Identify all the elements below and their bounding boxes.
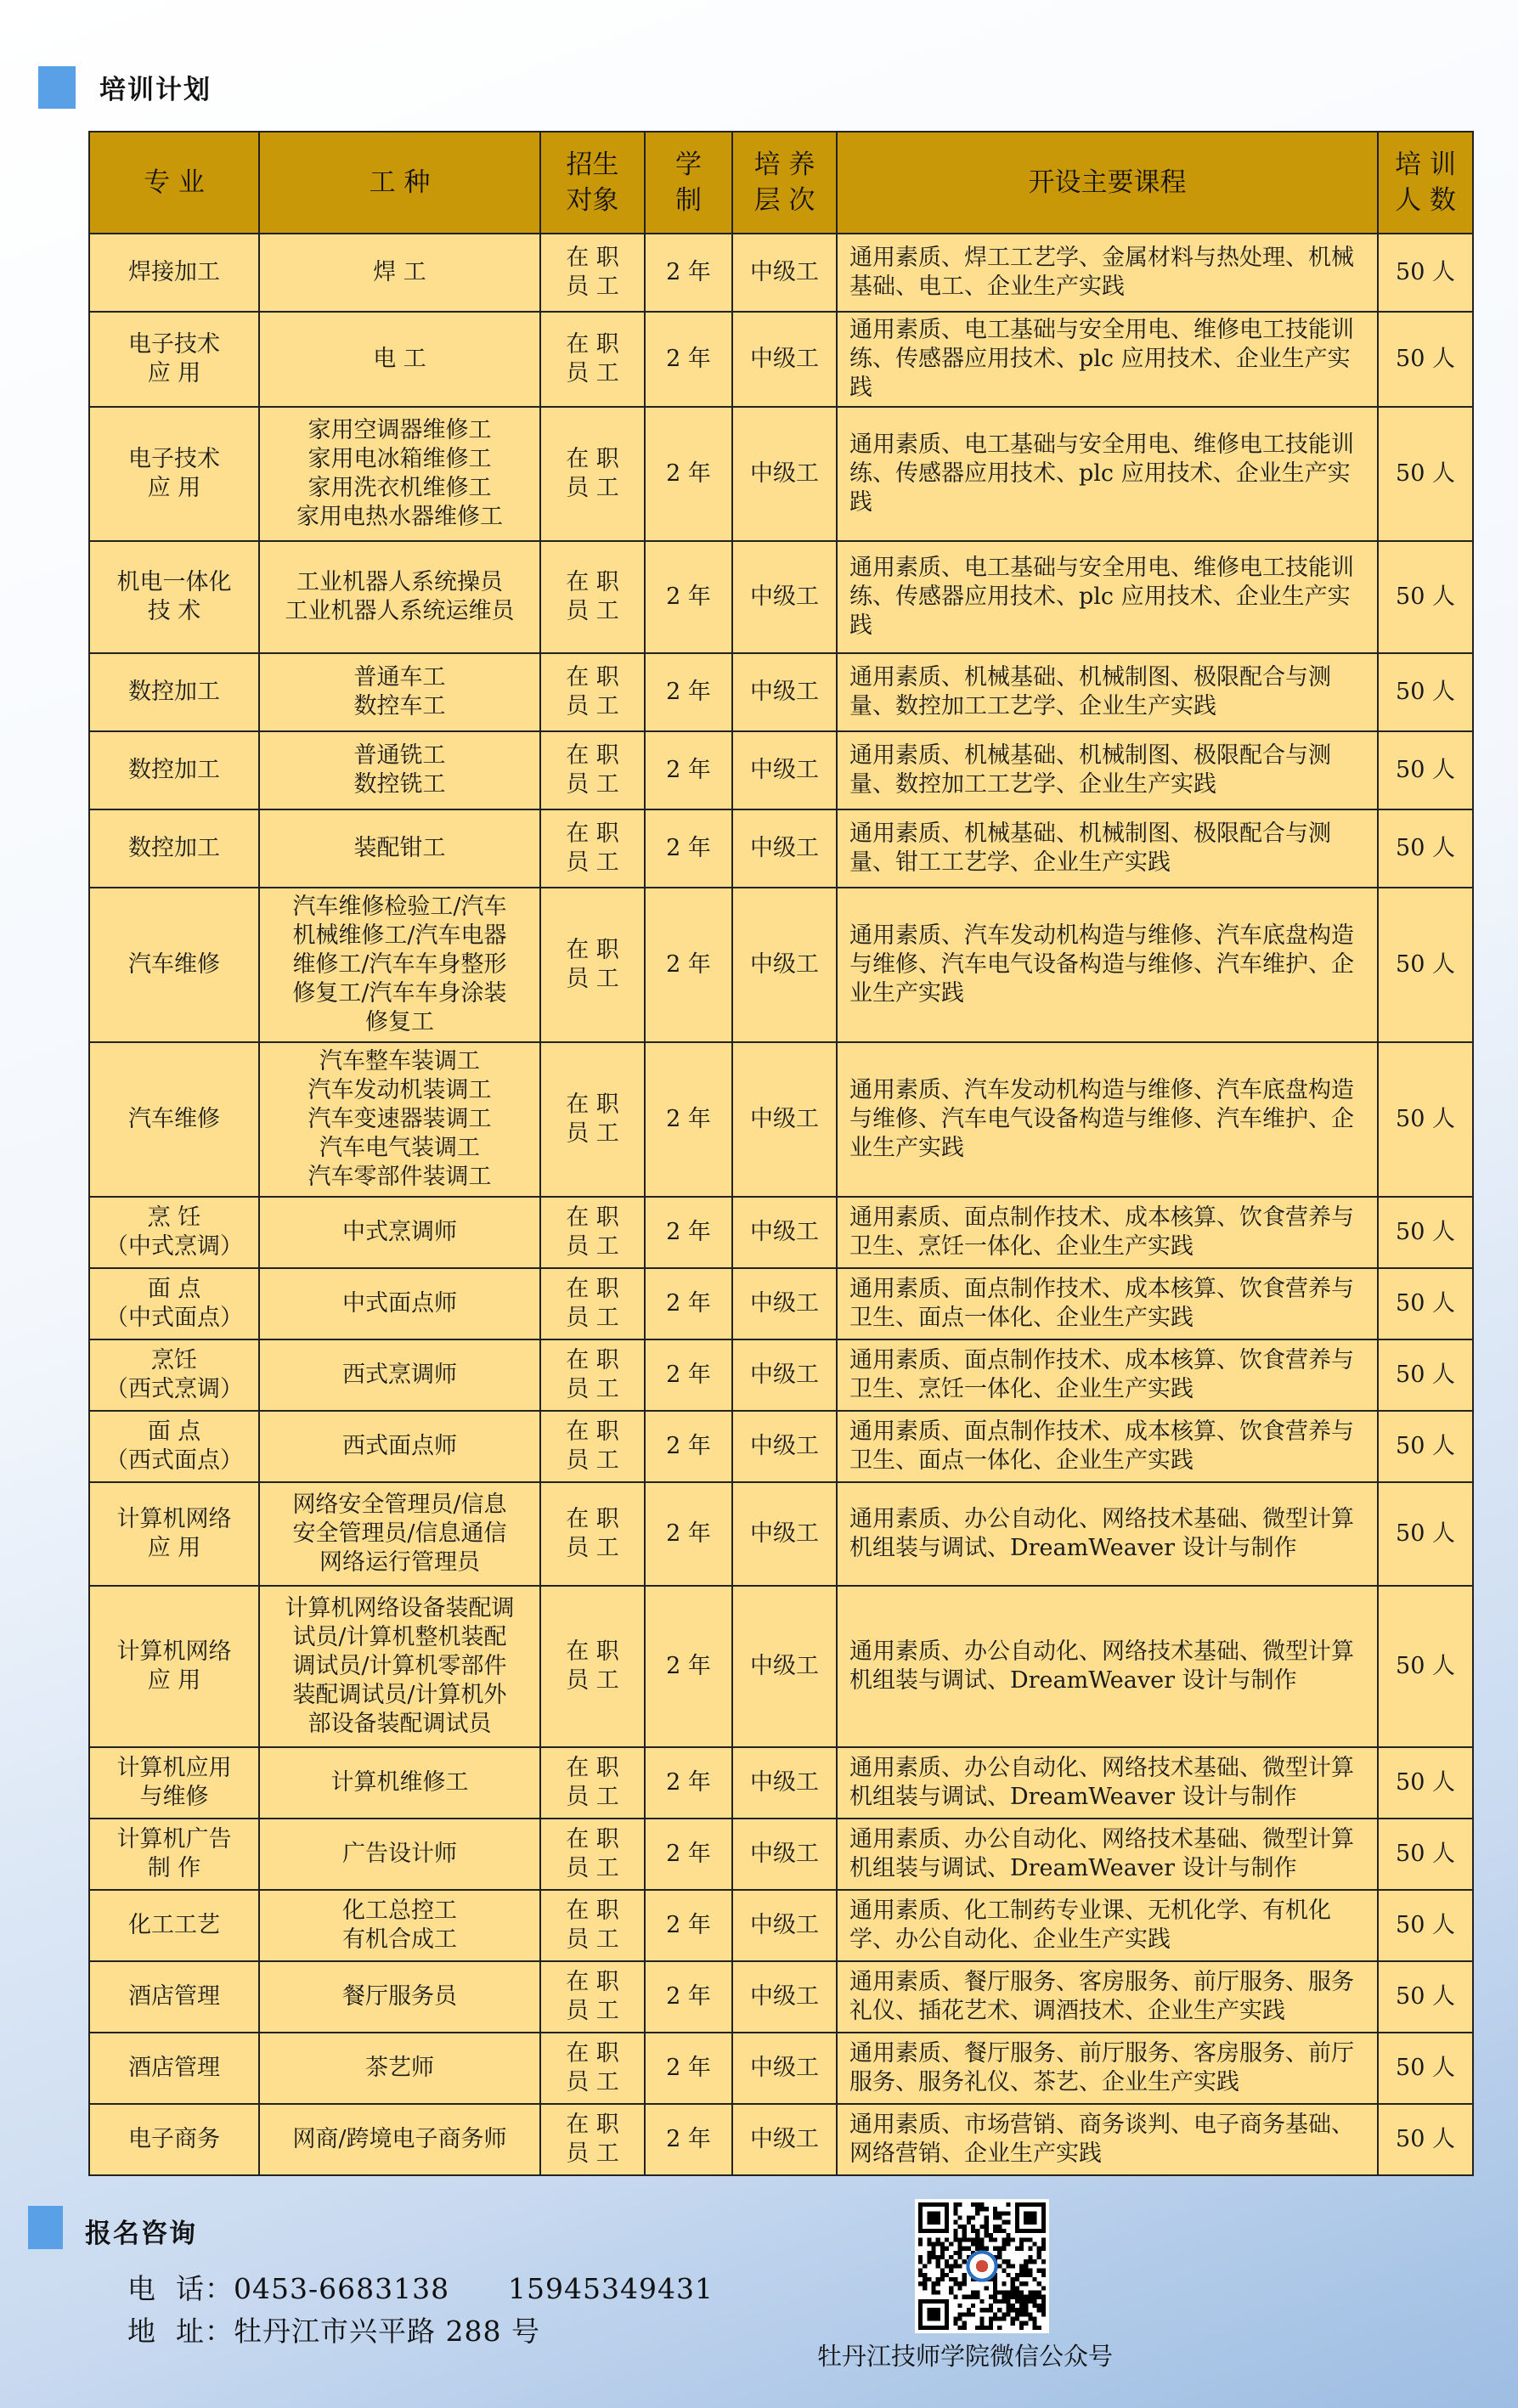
cell-count: 50 人 (1378, 1268, 1473, 1339)
cell-courses: 通用素质、面点制作技术、成本核算、饮食营养与卫生、烹饪一体化、企业生产实践 (837, 1197, 1378, 1268)
cell-level: 中级工 (732, 234, 837, 312)
cell-courses: 通用素质、市场营销、商务谈判、电子商务基础、网络营销、企业生产实践 (837, 2104, 1378, 2175)
cell-trade: 普通铣工 数控铣工 (259, 731, 540, 809)
cell-target: 在 职 员 工 (540, 234, 645, 312)
cell-count: 50 人 (1378, 1747, 1473, 1819)
cell-trade: 化工总控工 有机合成工 (259, 1890, 540, 1961)
cell-years: 2 年 (645, 1268, 732, 1339)
table-row (89, 1819, 1473, 1890)
cell-level: 中级工 (732, 1819, 837, 1890)
cell-courses: 通用素质、机械基础、机械制图、极限配合与测量、数控加工工艺学、企业生产实践 (837, 731, 1378, 809)
cell-count: 50 人 (1378, 234, 1473, 312)
cell-courses: 通用素质、电工基础与安全用电、维修电工技能训练、传感器应用技术、plc 应用技术、企业生产实践 (837, 541, 1378, 653)
cell-target: 在 职 员 工 (540, 1411, 645, 1482)
cell-years: 2 年 (645, 1339, 732, 1411)
training-plan-table (88, 131, 1474, 2176)
cell-trade: 汽车维修检验工/汽车 机械维修工/汽车电器 维修工/汽车车身整形 修复工/汽车车身涂装 修复工 (259, 888, 540, 1042)
table-row (89, 1890, 1473, 1961)
cell-level: 中级工 (732, 407, 837, 541)
table-row (89, 653, 1473, 731)
cell-courses: 通用素质、电工基础与安全用电、维修电工技能训练、传感器应用技术、plc 应用技术、企业生产实践 (837, 312, 1378, 407)
qr-code-icon (915, 2199, 1049, 2333)
cell-count: 50 人 (1378, 1197, 1473, 1268)
cell-trade: 电 工 (259, 312, 540, 407)
cell-courses: 通用素质、餐厅服务、客房服务、前厅服务、服务礼仪、插花艺术、调酒技术、企业生产实践 (837, 1961, 1378, 2033)
cell-trade: 家用空调器维修工 家用电冰箱维修工 家用洗衣机维修工 家用电热水器维修工 (259, 407, 540, 541)
cell-courses: 通用素质、汽车发动机构造与维修、汽车底盘构造与维修、汽车电气设备构造与维修、汽车维护、企业生产实践 (837, 888, 1378, 1042)
contact-address: 地 址：牡丹江市兴平路 288 号 (127, 2315, 540, 2348)
cell-count: 50 人 (1378, 1890, 1473, 1961)
cell-years: 2 年 (645, 541, 732, 653)
cell-trade: 茶艺师 (259, 2033, 540, 2104)
cell-count: 50 人 (1378, 1482, 1473, 1586)
cell-count: 50 人 (1378, 1586, 1473, 1747)
cell-count: 50 人 (1378, 731, 1473, 809)
cell-courses: 通用素质、办公自动化、网络技术基础、微型计算机组装与调试、DreamWeaver 设计与制作 (837, 1586, 1378, 1747)
cell-target: 在 职 员 工 (540, 809, 645, 888)
cell-level: 中级工 (732, 1411, 837, 1482)
cell-trade: 焊 工 (259, 234, 540, 312)
cell-trade: 网商/跨境电子商务师 (259, 2104, 540, 2175)
cell-years: 2 年 (645, 2033, 732, 2104)
cell-trade: 中式烹调师 (259, 1197, 540, 1268)
cell-courses: 通用素质、面点制作技术、成本核算、饮食营养与卫生、烹饪一体化、企业生产实践 (837, 1339, 1378, 1411)
cell-level: 中级工 (732, 2033, 837, 2104)
table-row (89, 1961, 1473, 2033)
header-courses: 开设主要课程 (837, 132, 1378, 234)
cell-trade: 西式面点师 (259, 1411, 540, 1482)
header-years: 学 制 (645, 132, 732, 234)
cell-major: 焊接加工 (89, 234, 259, 312)
cell-target: 在 职 员 工 (540, 2033, 645, 2104)
cell-level: 中级工 (732, 1890, 837, 1961)
cell-years: 2 年 (645, 407, 732, 541)
cell-level: 中级工 (732, 731, 837, 809)
table-row (89, 1339, 1473, 1411)
cell-courses: 通用素质、机械基础、机械制图、极限配合与测量、数控加工工艺学、企业生产实践 (837, 653, 1378, 731)
cell-years: 2 年 (645, 1890, 732, 1961)
header-count: 培 训 人 数 (1378, 132, 1473, 234)
cell-major: 计算机应用 与维修 (89, 1747, 259, 1819)
cell-major: 电子技术 应 用 (89, 312, 259, 407)
cell-years: 2 年 (645, 1819, 732, 1890)
cell-count: 50 人 (1378, 1819, 1473, 1890)
cell-target: 在 职 员 工 (540, 407, 645, 541)
cell-target: 在 职 员 工 (540, 1586, 645, 1747)
cell-major: 机电一体化 技 术 (89, 541, 259, 653)
cell-major: 酒店管理 (89, 1961, 259, 2033)
cell-trade: 西式烹调师 (259, 1339, 540, 1411)
cell-count: 50 人 (1378, 407, 1473, 541)
cell-trade: 中式面点师 (259, 1268, 540, 1339)
cell-major: 计算机网络 应 用 (89, 1482, 259, 1586)
cell-major: 汽车维修 (89, 888, 259, 1042)
table-row (89, 1268, 1473, 1339)
cell-years: 2 年 (645, 312, 732, 407)
header-trade: 工 种 (259, 132, 540, 234)
cell-count: 50 人 (1378, 1339, 1473, 1411)
cell-target: 在 职 员 工 (540, 2104, 645, 2175)
table-row (89, 731, 1473, 809)
cell-target: 在 职 员 工 (540, 888, 645, 1042)
cell-years: 2 年 (645, 731, 732, 809)
cell-level: 中级工 (732, 2104, 837, 2175)
cell-target: 在 职 员 工 (540, 1961, 645, 2033)
table-row (89, 809, 1473, 888)
cell-trade: 工业机器人系统操员 工业机器人系统运维员 (259, 541, 540, 653)
table-row (89, 1482, 1473, 1586)
cell-target: 在 职 员 工 (540, 653, 645, 731)
cell-count: 50 人 (1378, 888, 1473, 1042)
cell-level: 中级工 (732, 809, 837, 888)
table-row (89, 312, 1473, 407)
cell-target: 在 职 员 工 (540, 1197, 645, 1268)
cell-target: 在 职 员 工 (540, 312, 645, 407)
header-level: 培 养 层 次 (732, 132, 837, 234)
cell-major: 计算机网络 应 用 (89, 1586, 259, 1747)
cell-years: 2 年 (645, 1042, 732, 1197)
cell-major: 面 点 （中式面点） (89, 1268, 259, 1339)
cell-count: 50 人 (1378, 312, 1473, 407)
cell-years: 2 年 (645, 1961, 732, 2033)
cell-courses: 通用素质、办公自动化、网络技术基础、微型计算机组装与调试、DreamWeaver 设计与制作 (837, 1819, 1378, 1890)
cell-target: 在 职 员 工 (540, 541, 645, 653)
cell-trade: 网络安全管理员/信息 安全管理员/信息通信 网络运行管理员 (259, 1482, 540, 1586)
table-row (89, 1747, 1473, 1819)
cell-major: 数控加工 (89, 731, 259, 809)
table-row (89, 1586, 1473, 1747)
table-row (89, 407, 1473, 541)
cell-trade: 装配钳工 (259, 809, 540, 888)
cell-major: 酒店管理 (89, 2033, 259, 2104)
cell-major: 数控加工 (89, 809, 259, 888)
cell-years: 2 年 (645, 1747, 732, 1819)
cell-count: 50 人 (1378, 2104, 1473, 2175)
cell-level: 中级工 (732, 1482, 837, 1586)
cell-level: 中级工 (732, 541, 837, 653)
cell-courses: 通用素质、机械基础、机械制图、极限配合与测量、钳工工艺学、企业生产实践 (837, 809, 1378, 888)
cell-years: 2 年 (645, 1411, 732, 1482)
cell-target: 在 职 员 工 (540, 731, 645, 809)
cell-target: 在 职 员 工 (540, 1268, 645, 1339)
cell-courses: 通用素质、电工基础与安全用电、维修电工技能训练、传感器应用技术、plc 应用技术、企业生产实践 (837, 407, 1378, 541)
cell-target: 在 职 员 工 (540, 1042, 645, 1197)
cell-count: 50 人 (1378, 1042, 1473, 1197)
cell-trade: 汽车整车装调工 汽车发动机装调工 汽车变速器装调工 汽车电气装调工 汽车零部件装调工 (259, 1042, 540, 1197)
cell-courses: 通用素质、化工制药专业课、无机化学、有机化学、办公自动化、企业生产实践 (837, 1890, 1378, 1961)
table-row (89, 1411, 1473, 1482)
cell-level: 中级工 (732, 888, 837, 1042)
cell-count: 50 人 (1378, 1961, 1473, 2033)
cell-courses: 通用素质、汽车发动机构造与维修、汽车底盘构造与维修、汽车电气设备构造与维修、汽车维护、企业生产实践 (837, 1042, 1378, 1197)
table-header-row (89, 132, 1473, 234)
header-target: 招生 对象 (540, 132, 645, 234)
table-row (89, 2104, 1473, 2175)
cell-trade: 计算机网络设备装配调 试员/计算机整机装配 调试员/计算机零部件 装配调试员/计算机外 部设备装配调试员 (259, 1586, 540, 1747)
section-marker-icon (28, 2206, 63, 2249)
cell-count: 50 人 (1378, 653, 1473, 731)
cell-trade: 餐厅服务员 (259, 1961, 540, 2033)
qr-caption: 牡丹江技师学院微信公众号 (817, 2342, 1114, 2371)
cell-major: 计算机广告 制 作 (89, 1819, 259, 1890)
cell-count: 50 人 (1378, 541, 1473, 653)
cell-years: 2 年 (645, 1586, 732, 1747)
cell-courses: 通用素质、面点制作技术、成本核算、饮食营养与卫生、面点一体化、企业生产实践 (837, 1268, 1378, 1339)
cell-years: 2 年 (645, 653, 732, 731)
cell-major: 数控加工 (89, 653, 259, 731)
cell-level: 中级工 (732, 1197, 837, 1268)
cell-major: 化工工艺 (89, 1890, 259, 1961)
cell-level: 中级工 (732, 653, 837, 731)
cell-level: 中级工 (732, 1747, 837, 1819)
cell-target: 在 职 员 工 (540, 1482, 645, 1586)
cell-major: 电子商务 (89, 2104, 259, 2175)
cell-courses: 通用素质、办公自动化、网络技术基础、微型计算机组装与调试、DreamWeaver 设计与制作 (837, 1747, 1378, 1819)
header-major: 专 业 (89, 132, 259, 234)
table-row (89, 1197, 1473, 1268)
table-row (89, 2033, 1473, 2104)
cell-major: 烹 饪 （中式烹调） (89, 1197, 259, 1268)
cell-level: 中级工 (732, 1586, 837, 1747)
cell-level: 中级工 (732, 312, 837, 407)
cell-level: 中级工 (732, 1042, 837, 1197)
cell-count: 50 人 (1378, 1411, 1473, 1482)
cell-major: 电子技术 应 用 (89, 407, 259, 541)
cell-major: 烹饪 （西式烹调） (89, 1339, 259, 1411)
cell-courses: 通用素质、面点制作技术、成本核算、饮食营养与卫生、面点一体化、企业生产实践 (837, 1411, 1378, 1482)
section-title-enquiry: 报名咨询 (85, 2219, 197, 2249)
cell-trade: 广告设计师 (259, 1819, 540, 1890)
cell-target: 在 职 员 工 (540, 1890, 645, 1961)
table-row (89, 888, 1473, 1042)
cell-courses: 通用素质、餐厅服务、前厅服务、客房服务、前厅服务、服务礼仪、茶艺、企业生产实践 (837, 2033, 1378, 2104)
cell-level: 中级工 (732, 1339, 837, 1411)
cell-target: 在 职 员 工 (540, 1819, 645, 1890)
table-row (89, 1042, 1473, 1197)
table-row (89, 234, 1473, 312)
cell-years: 2 年 (645, 888, 732, 1042)
section-marker-icon (38, 66, 76, 109)
cell-courses: 通用素质、办公自动化、网络技术基础、微型计算机组装与调试、DreamWeaver 设计与制作 (837, 1482, 1378, 1586)
cell-major: 面 点 （西式面点） (89, 1411, 259, 1482)
cell-years: 2 年 (645, 234, 732, 312)
cell-level: 中级工 (732, 1961, 837, 2033)
cell-courses: 通用素质、焊工工艺学、金属材料与热处理、机械基础、电工、企业生产实践 (837, 234, 1378, 312)
cell-trade: 普通车工 数控车工 (259, 653, 540, 731)
cell-trade: 计算机维修工 (259, 1747, 540, 1819)
cell-years: 2 年 (645, 809, 732, 888)
contact-phone: 电 话：0453-6683138 15945349431 (127, 2272, 714, 2305)
cell-years: 2 年 (645, 1197, 732, 1268)
cell-target: 在 职 员 工 (540, 1747, 645, 1819)
table-row (89, 541, 1473, 653)
cell-count: 50 人 (1378, 2033, 1473, 2104)
cell-major: 汽车维修 (89, 1042, 259, 1197)
cell-count: 50 人 (1378, 809, 1473, 888)
cell-target: 在 职 员 工 (540, 1339, 645, 1411)
cell-years: 2 年 (645, 2104, 732, 2175)
cell-years: 2 年 (645, 1482, 732, 1586)
cell-level: 中级工 (732, 1268, 837, 1339)
section-title-training-plan: 培训计划 (99, 75, 212, 105)
